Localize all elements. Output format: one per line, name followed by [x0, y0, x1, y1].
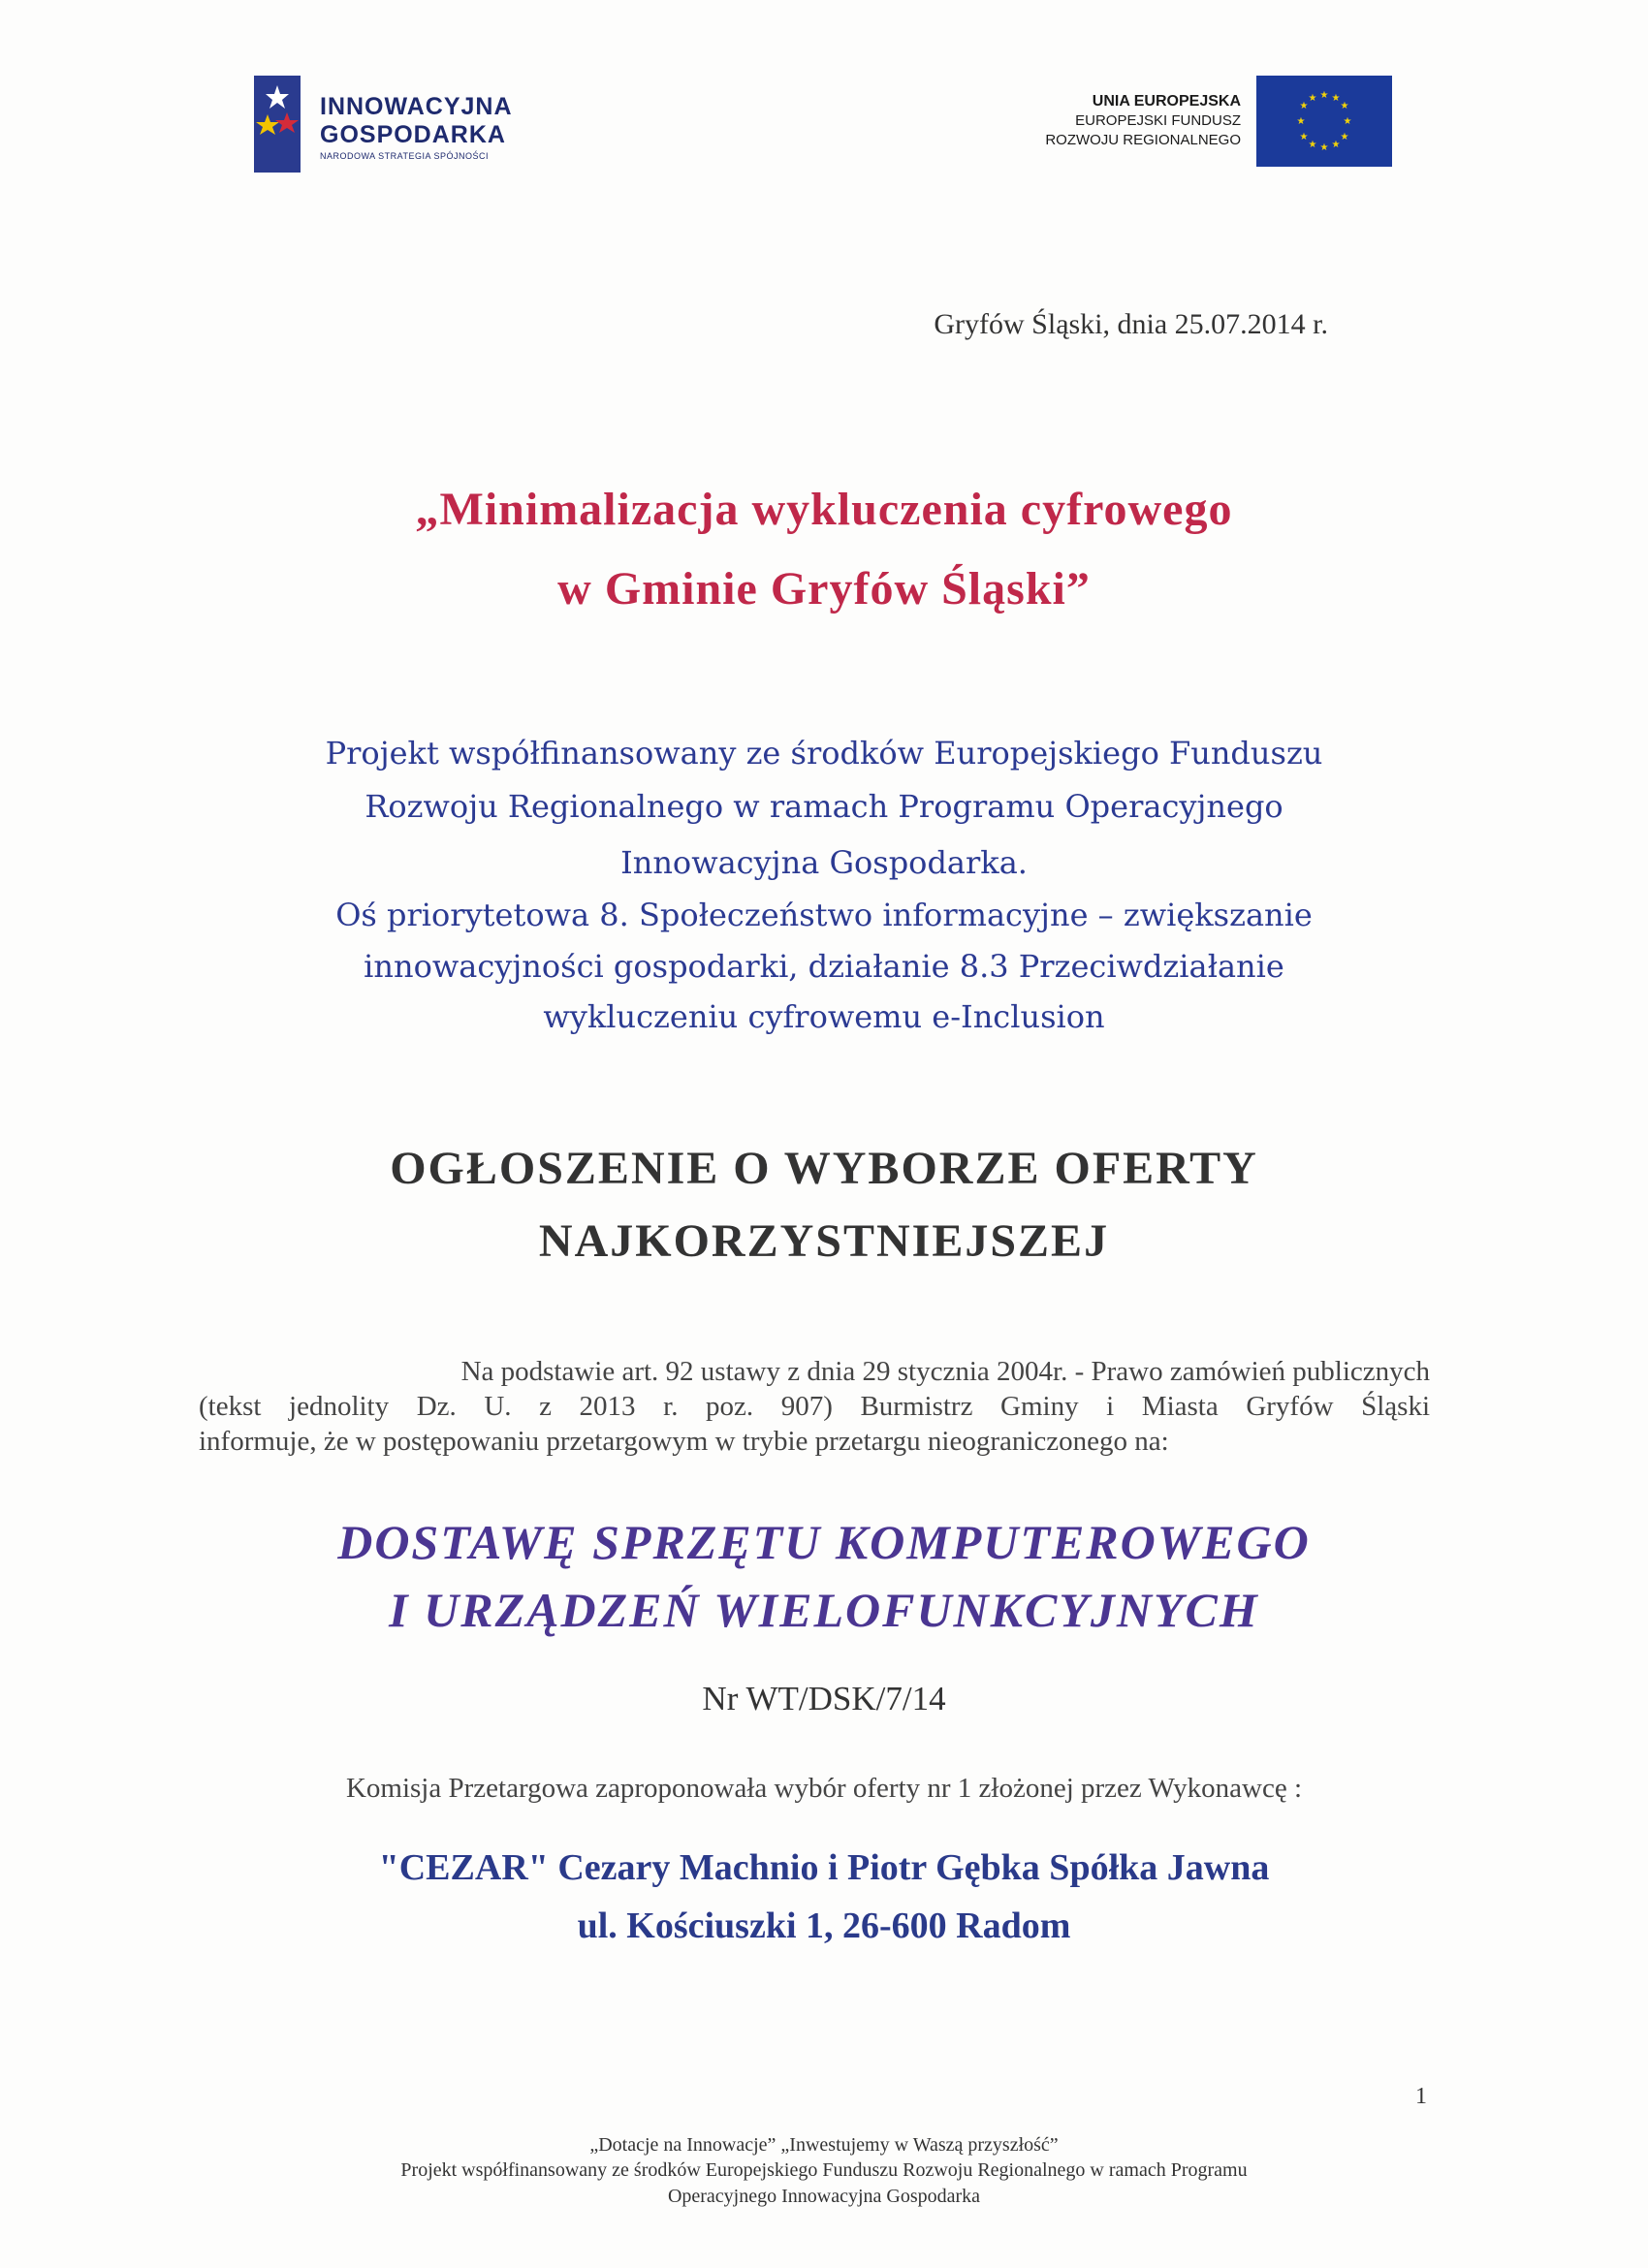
svg-text:★: ★	[1299, 132, 1309, 142]
winner-address: ul. Kościuszki 1, 26-600 Radom	[577, 1906, 1071, 1946]
project-line-4: Oś priorytetowa 8. Społeczeństwo informacyjne – zwiększanie	[335, 897, 1313, 933]
project-line-1: Projekt współfinansowany ze środków Europejskiego Funduszu	[325, 735, 1323, 772]
project-line-3: Innowacyjna Gospodarka.	[620, 844, 1028, 881]
eu-logo-line3: ROZWOJU REGIONALNEGO	[1045, 132, 1241, 148]
tender-subject-line2: I URZĄDZEŃ WIELOFUNKCYJNYCH	[389, 1583, 1259, 1637]
innowacyjna-gospodarka-logo	[254, 76, 574, 176]
project-line-6: wykluczeniu cyfrowemu e-Inclusion	[543, 998, 1105, 1035]
body-line3: informuje, że w postępowaniu przetargowym w trybie przetargu nieograniczonego na:	[199, 1426, 1169, 1457]
footer-line3: Operacyjnego Innowacyjna Gospodarka	[667, 2186, 981, 2207]
tender-reference-number: Nr WT/DSK/7/14	[702, 1680, 946, 1717]
svg-text:★: ★	[1331, 140, 1341, 150]
body-line2: (tekst jednolity Dz. U. z 2013 r. poz. 907) Burmistrz Gminy i Miasta Gryfów Śląski	[199, 1391, 1430, 1422]
project-line-2: Rozwoju Regionalnego w ramach Programu Operacyjnego	[364, 788, 1284, 825]
body-line1: Na podstawie art. 92 ustawy z dnia 29 stycznia 2004r. - Prawo zamówień publicznych	[460, 1356, 1430, 1387]
svg-text:★: ★	[1308, 93, 1317, 104]
logo-ig-line1: INNOWACYJNA	[320, 93, 513, 120]
svg-text:★: ★	[1340, 101, 1349, 111]
svg-text:★: ★	[1299, 101, 1309, 111]
logo-ig-line3: NARODOWA STRATEGIA SPÓJNOŚCI	[320, 151, 490, 161]
committee-statement: Komisja Przetargowa zaproponowała wybór oferty nr 1 złożonej przez Wykonawcę :	[345, 1773, 1303, 1804]
project-line-5: innowacyjności gospodarki, działanie 8.3 Przeciwdziałanie	[364, 948, 1284, 985]
announcement-heading-line2: NAJKORZYSTNIEJSZEJ	[538, 1215, 1110, 1267]
footer-line2: Projekt współfinansowany ze środków Europejskiego Funduszu Rozwoju Regionalnego w ramach Programu	[400, 2159, 1248, 2181]
page-number: 1	[1415, 2084, 1427, 2109]
footer-line1: „Dotacje na Innowacje” „Inwestujemy w Waszą przyszłość”	[589, 2134, 1059, 2156]
svg-text:★: ★	[1296, 116, 1306, 127]
eu-logo	[1008, 76, 1396, 169]
project-title-line1: „Minimalizacja wykluczenia cyfrowego	[415, 484, 1233, 535]
svg-text:★: ★	[1340, 132, 1349, 142]
svg-text:★: ★	[1319, 90, 1329, 101]
document-date: Gryfów Śląski, dnia 25.07.2014 r.	[934, 308, 1328, 340]
winner-name: "CEZAR" Cezary Machnio i Piotr Gębka Spółka Jawna	[378, 1847, 1270, 1888]
eu-flag-icon	[1256, 76, 1392, 167]
svg-text:★: ★	[1331, 93, 1341, 104]
svg-text:★: ★	[1343, 116, 1352, 127]
announcement-heading-line1: OGŁOSZENIE O WYBORZE OFERTY	[390, 1143, 1258, 1194]
innowacyjna-gospodarka-mark-icon	[254, 76, 301, 173]
project-title-line2: w Gminie Gryfów Śląski”	[557, 563, 1091, 614]
svg-text:★: ★	[1308, 140, 1317, 150]
svg-text:★: ★	[1319, 142, 1329, 153]
eu-logo-line2: EUROPEJSKI FUNDUSZ	[1075, 112, 1241, 129]
announcement-body	[199, 1354, 1430, 1459]
logo-ig-line2: GOSPODARKA	[320, 121, 506, 148]
eu-logo-line1: UNIA EUROPEJSKA	[1092, 93, 1241, 110]
tender-subject-line1: DOSTAWĘ SPRZĘTU KOMPUTEROWEGO	[337, 1515, 1311, 1569]
